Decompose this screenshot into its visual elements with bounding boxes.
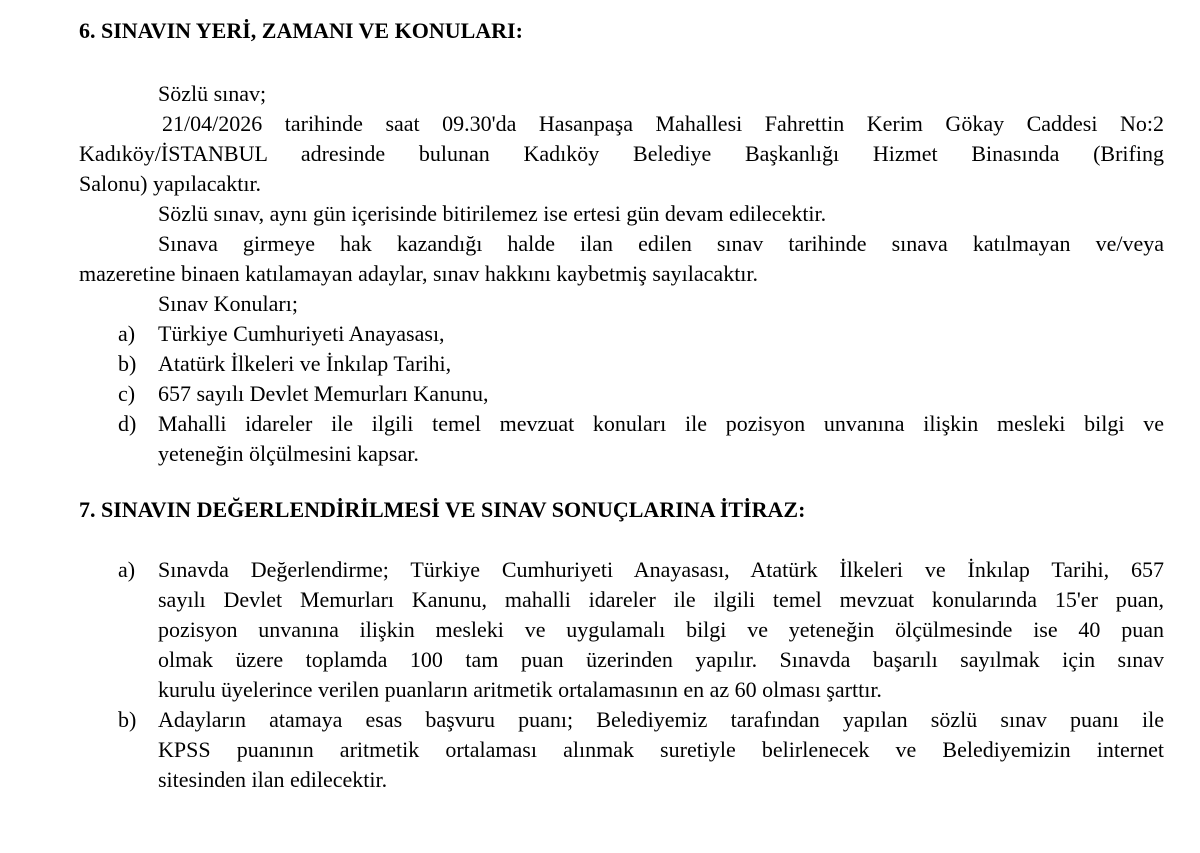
place-line-2: Kadıköy/İSTANBUL adresinde bulunan Kadıköy Belediye Başkanlığı Hizmet Binasında (Brifing (79, 141, 1164, 166)
absence-line-1: Sınava girmeye hak kazandığı halde ilan edilen sınav tarihinde sınava katılmayan ve/veya (158, 231, 1164, 256)
topics-label: Sınav Konuları; (158, 291, 298, 316)
list-item-label: a) (118, 557, 136, 582)
list-item-label: d) (118, 411, 137, 436)
section-6-heading: 6. SINAVIN YERİ, ZAMANI VE KONULARI: (79, 18, 523, 43)
oral-exam-label: Sözlü sınav; (158, 81, 267, 106)
list-item-label: c) (118, 381, 136, 406)
absence-line-2: mazeretine binaen katılamayan adaylar, sınav hakkını kaybetmiş sayılacaktır. (79, 261, 759, 286)
list-item-label: b) (118, 351, 137, 376)
document-page: 6. SINAVIN YERİ, ZAMANI VE KONULARI: Sözlü sınav; 21/04/2026 tarihinde saat 09.30'da Hasanpaşa Mahallesi Fahrettin Kerim Gökay Caddesi No:2 Kadıköy/İSTANBUL adresinde bulunan Kadıköy Belediye Başkanlığı Hizmet Binasında (Brifing Salonu) yapılacaktır. Sözlü sınav, aynı gün içerisinde bitirilemez ise ertesi gün devam edilecektir. Sınava girmeye hak kazandığı halde ilan edilen sınav tarihinde sınava katılmayan ve/veya mazeretine binaen katılamayan adaylar, sınav hakkını kaybetmiş sayılacaktır. Sınav Konuları; a) Türkiye Cumhuriyeti Anayasası, b) Atatürk İlkeleri ve İnkılap Tarihi, c) 657 sayılı Devlet Memurları Kanunu, d) Mahalli idareler ile ilgili temel mevzuat konuları ile pozisyon unvanına ilişkin mesleki bilgi ve yeteneğin ölçülmesini kapsar. 7. SINAVIN DEĞERLENDİRİLMESİ VE SINAV SONUÇLARINA İTİRAZ: a) Sınavda Değerlendirme; Türkiye Cumhuriyeti Anayasası, Atatürk İlkeleri ve İnkılap Tarihi, 657 sayılı Devlet Memurları Kanunu, mahalli idareler ile ilgili temel mevzuat konularında 15'er puan, pozisyon unvanına ilişkin mesleki ve uygulamalı bilgi ve yeteneğin ölçülmesinde ise 40 puan olmak üzere toplamda 100 tam puan üzerinden yapılır. Sınavda başarılı sayılmak için sınav kurulu üyelerince verilen puanların aritmetik ortalamasının en az 60 olması şarttır. b) Adayların atamaya esas başvuru puanı; Belediyemiz tarafından yapılan sözlü sınav puanı ile KPSS puanının aritmetik ortalaması alınmak suretiyle belirlenecek ve Belediyemizin internet sitesinden ilan edilecektir. (79, 18, 1164, 792)
continuation-text: Sözlü sınav, aynı gün içerisinde bitirilemez ise ertesi gün devam edilecektir. (158, 201, 827, 226)
list-item-label: b) (118, 707, 137, 732)
section-7-heading: 7. SINAVIN DEĞERLENDİRİLMESİ VE SINAV SONUÇLARINA İTİRAZ: (79, 497, 806, 522)
list-item-label: a) (118, 321, 136, 346)
place-line-1: 21/04/2026 tarihinde saat 09.30'da Hasanpaşa Mahallesi Fahrettin Kerim Gökay Caddesi No:2 (162, 111, 1164, 136)
place-line-3: Salonu) yapılacaktır. (79, 171, 262, 196)
